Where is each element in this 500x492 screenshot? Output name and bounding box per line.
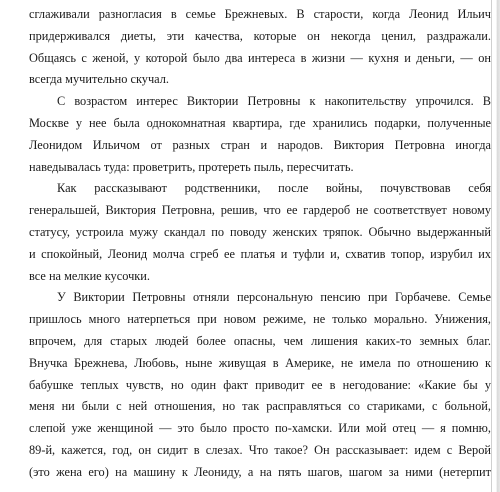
text-line: С возрастом интерес Виктории Петровны к накопительству упрочился. В (57, 94, 491, 109)
text-line: наведывалась туда: проветрить, протереть пыль, пересчитать. (29, 159, 354, 174)
text-line: бабушке теплых чувств, но один факт приводит ее в негодование: «Какие бы у (29, 377, 491, 392)
page-shadow (496, 0, 500, 492)
text-line: пришлось много натерпеться при новом режиме, не только морально. Унижения, (29, 312, 491, 327)
text-line: Общаясь с женой, у которой было два интереса в жизни — кухня и деньги, — он (29, 50, 491, 65)
text-line: 89-й, кажется, год, он сидит в слезах. Что такое? Он рассказывает: идем с Верой (29, 442, 491, 457)
text-line: слепой уже женщиной — это было просто по-хамски. Или мой отец — я помню, (29, 421, 491, 436)
page-bottom-clip (0, 484, 496, 492)
document-body-text (29, 4, 491, 484)
text-line: статусу, устроила мужу скандал по поводу женских тряпок. Обычно выдержанный (29, 224, 491, 239)
text-line: и спокойный, Леонид молча сгреб ее платья и туфли и, схватив топор, изрубил их (29, 246, 491, 261)
text-line: Москве у нее была однокомнатная квартира, где хранились подарки, полученные (29, 115, 491, 130)
text-line: Внучка Брежнева, Любовь, ныне живущая в Америке, не имела по отношению к (29, 355, 491, 370)
text-line: Леонидом Ильичом от разных стран и народов. Виктория Петровна иногда (29, 137, 491, 152)
text-line: всегда мучительно скучал. (29, 72, 169, 87)
text-line: генеральшей, Виктория Петровна, решив, что ее гардероб не соответствует новому (29, 203, 491, 218)
text-line: сглаживали разногласия в семье Брежневых. В старости, когда Леонид Ильич (29, 7, 491, 21)
text-line: все на мелкие кусочки. (29, 268, 150, 283)
text-line: Как рассказывают родственники, после войны, почувствовав себя (57, 181, 491, 196)
text-line: У Виктории Петровны отняли персональную пенсию при Горбачеве. Семье (57, 290, 491, 305)
text-line: (это жена его) на машину к Леониду, а на пять шагов, шагом за ними (нетерпит (29, 464, 491, 479)
page-right-border (491, 0, 492, 492)
text-line: придерживался диеты, эти качества, которые он некогда ценил, раздражали. (29, 28, 491, 43)
text-line: впрочем, для старых людей более опасны, чем лишения каких-то земных благ. (29, 333, 491, 348)
text-line: меня ни были с ней отношения, но так расправляться со стариками, с больной, (29, 399, 491, 414)
